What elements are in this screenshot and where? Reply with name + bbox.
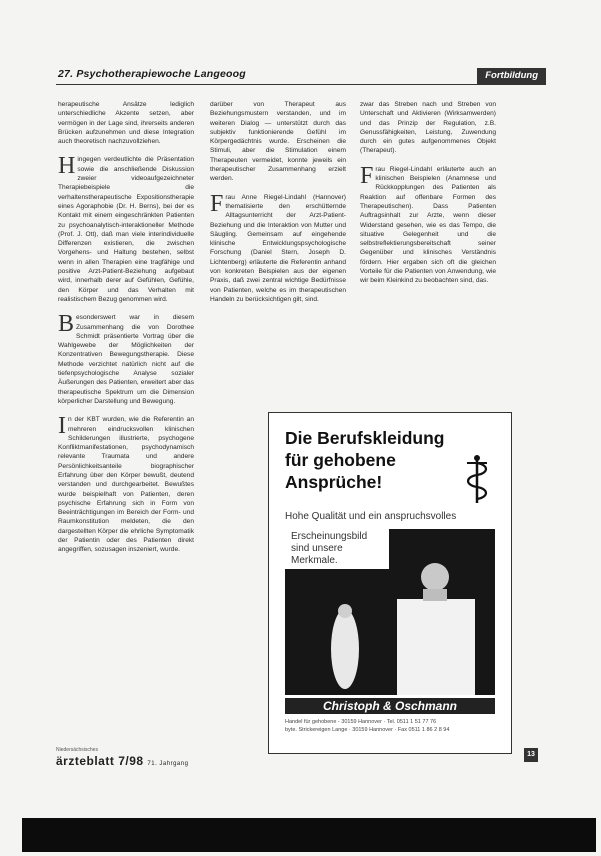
section-badge: Fortbildung bbox=[477, 68, 546, 84]
paragraph-text: ingegen verdeutlichte die Präsentation sowie die anschließende Diskussion zweier videoaufgezeichneter Therapiebeispiele die verhaltenstherapeutische Expositionstherapie eines Agoraphobie (Dr. H. Berns), bei der es Kontakt mit einem eingeschränkten Patienten zu psychoanalytisch-interaktioneller Methode (Prof. J. Ott), daß man viele interindividuelle Differenzen existieren, die zwischen Vorgehens- und Haltung bestehen, selbst wenn in allen Therapien eine tragfähige und positive Arzt-Patient-Beziehung aufgebaut wird, innerhalb derer auf Gefühlen, Gefühle, den Körper und das Verhalten mit realistischem Bezug genommen wird. bbox=[58, 156, 194, 303]
paragraph-text: n der KBT wurden, wie die Referentin an mehreren eindrucksvollen klinischen Schilderungen illustrierte, psychogene Konfliktmanifestationen, psychodynamisch relevante Traumata und andere Persönlichkeitsanteile biographischer Erfahrung über den Körper bewußt, deutend verstanden und durchgearbeitet. Bewußtes wurde beispielhaft von Patienten, deren psychische Erfahrung sich in Form von Beeinträchtigungen im Bereich der Form- und Raumkonstitution meldeten, die den dargestellten Körper die ehrliche Symptomatik der Patientin oder des Patienten direkt angegriffen, sozusagen inszeniert, wurde. bbox=[58, 416, 194, 554]
issue-number: 7/98 bbox=[118, 754, 144, 768]
header-title: 27. Psychotherapiewoche Langeoog bbox=[58, 68, 246, 80]
paragraph bbox=[210, 190, 346, 305]
paragraph-text: rau Anne Riegel-Lindahl (Hannover) thematisierte den erschütternde Alltagsunterricht der Arzt-Patient-Beziehung und die Interaktion von Mutter und Säugling. Gemeinsam auf eingehende klinische Entwicklungspsychologische Forschung (Daniel Stern, Joseph D. Lichtenberg) erläuterte die Referentin anhand von konkreten Beispielen aus der eigenen Praxis, daß zwei zentral wichtige Bedürfnisse von Patienten, welche es im therapeutischen Handeln zu berücksichtigen gilt, sind. bbox=[210, 193, 346, 303]
text-column-1 bbox=[58, 100, 194, 564]
footer-magazine bbox=[56, 754, 188, 768]
ad-photo-text: Erscheinungsbild sind unsere Merkmale. bbox=[285, 529, 389, 569]
page-header bbox=[56, 68, 546, 85]
dropcap: F bbox=[210, 190, 224, 217]
paragraph bbox=[360, 100, 496, 156]
paragraph-text: zwar das Streben nach und Streben von Unterschaft und Aktivieren (Wirksamwerden) und das Prinzip der Regulation, z.B. Genussfähigkeiten, Leistung, Zuwendung durch ein gutes aufgenommenes Objekt (Therapeut). bbox=[360, 101, 496, 155]
paragraph bbox=[58, 415, 194, 554]
paragraph-text: darüber von Therapeut aus Beziehungsmustern verstanden, und im weiteren Dialog — unterstützt durch das subjektiv funktionierende Gefühl im Körpergedächtnis wurde. Erscheinen die Stimuli, aber die Stimulation einem Therapeuten vermeidet, konnte jeweils ein therapeutischer Zusammenhang erzielt werden. bbox=[210, 101, 346, 183]
issue-tail: 71. Jahrgang bbox=[147, 761, 189, 767]
paragraph-text: rau Riegel-Lindahl erläuterte auch an klinischen Beispielen (Anamnese und Rückkopplungen des Patienten als Reaktion auf offenbare Formen des Therapeutischen). Dass Patienten Auftragsinhalt zur Arzte, wenn dieser Widerstand gesehen, wie es das Tempo, die situative Gelegenheit und die selbstreflektierungsbereitschaft seiner Gegenüber und klinisches Verständnis fördern. Hier ergaben sich oft die gleichen Vorteile für die Patienten von Anwendung, wie wir beim Kleinkind zu beobachten sind, das. bbox=[360, 165, 496, 285]
ad-brand: Christoph & Oschmann bbox=[285, 698, 495, 714]
magazine-name: ärzteblatt bbox=[56, 754, 115, 768]
paragraph bbox=[210, 100, 346, 184]
ad-subline: Hohe Qualität und ein anspruchsvolles bbox=[285, 511, 457, 522]
paragraph bbox=[360, 162, 496, 286]
page-number: 13 bbox=[524, 748, 538, 762]
ad-headline: Die Berufskleidung für gehobene Ansprüche! bbox=[285, 428, 445, 492]
ad-address: Handel für gehobene - 30159 Hannover · Tel. 0511 1 51 77 76 byte. Strickereigen Lange · 30159 Hannover · Fax 0511 1 86 2 8 94 bbox=[285, 719, 450, 733]
paragraph bbox=[58, 313, 194, 406]
paragraph-text: esonderswert war in diesem Zusammenhang die von Dorothee Schmidt präsentierte Vortrag über die Wahlgewebe der Möglichkeiten der Konzentrativen Bewegungstherapie. Diese Methode verzichtet natürlich nicht auf die tiefenpsychologische Analyse sozialer Äußerungen des Patienten, erweitert aber das therapeutische Spektrum um die Dimension körperlicher Darstellung und Bewegung. bbox=[58, 314, 194, 405]
ad-photo bbox=[285, 529, 495, 695]
scan-border bbox=[22, 818, 596, 852]
text-column-3 bbox=[360, 100, 496, 295]
dropcap: F bbox=[360, 162, 374, 189]
advertisement bbox=[268, 412, 512, 754]
paragraph bbox=[58, 100, 194, 146]
text-column-2 bbox=[210, 100, 346, 313]
dropcap: I bbox=[58, 413, 66, 440]
paragraph bbox=[58, 155, 194, 304]
caduceus-icon bbox=[459, 453, 495, 505]
footer-small: Niedersächsisches bbox=[56, 747, 98, 753]
dropcap: B bbox=[58, 311, 75, 338]
paragraph-text: herapeutische Ansätze lediglich unterschiedliche Akzente setzen, aber vermögen in der Lage sind, ihrerseits anderen Brücken aufzunehmen und diese Integration auch theoretisch nachzuvollziehen. bbox=[58, 101, 194, 146]
dropcap: H bbox=[58, 153, 76, 180]
